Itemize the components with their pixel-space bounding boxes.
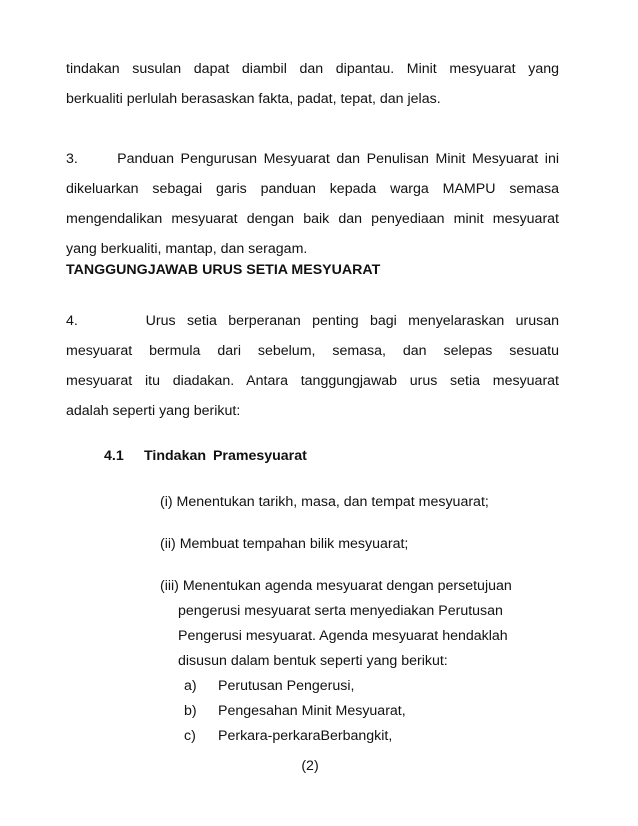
paragraph-line: berkualiti perlulah berasaskan fakta, padat, tepat, dan jelas. [66,91,441,107]
list-item-ii: (ii) Membuat tempahan bilik mesyuarat; [160,536,409,552]
paragraph-line: 4. Urus setia berperanan penting bagi menyelaraskan urusan [66,313,559,329]
paragraph-line: mengendalikan mesyuarat dengan baik dan penyediaan minit mesyuarat [66,211,559,227]
agenda-item-text: Perkara-perkaraBerbangkit, [218,728,393,744]
paragraph-3 [66,144,559,264]
agenda-letter: c) [184,728,196,744]
list-item-iii-line: Pengerusi mesyuarat. Agenda mesyuarat hendaklah [178,628,508,644]
agenda-letter: a) [184,678,197,694]
paragraph-line: mesyuarat bermula dari sebelum, semasa, dan selepas sesuatu [66,343,559,359]
subsection-number: 4.1 [104,448,124,464]
agenda-letter: b) [184,703,197,719]
paragraph-4 [66,306,559,426]
list-item-iii-line: (iii) Menentukan agenda mesyuarat dengan persetujuan [160,578,512,594]
page-number: (2) [301,758,319,774]
agenda-item-text: Perutusan Pengerusi, [218,678,355,694]
paragraph-line: dikeluarkan sebagai garis panduan kepada warga MAMPU semasa [66,181,559,197]
paragraph-line: 3. Panduan Pengurusan Mesyuarat dan Penulisan Minit Mesyuarat ini [66,151,559,167]
agenda-item-text: Pengesahan Minit Mesyuarat, [218,703,406,719]
paragraph-line: adalah seperti yang berikut: [66,403,241,419]
paragraph-line: mesyuarat itu diadakan. Antara tanggungjawab urus setia mesyuarat [66,373,559,389]
paragraph-line: yang berkualiti, mantap, dan seragam. [66,241,308,257]
paragraph-line: tindakan susulan dapat diambil dan dipantau. Minit mesyuarat yang [66,61,559,77]
list-item-i: (i) Menentukan tarikh, masa, dan tempat mesyuarat; [160,494,489,510]
subsection-title: Tindakan Pramesyuarat [144,448,307,464]
list-item-iii-line: pengerusi mesyuarat serta menyediakan Perutusan [178,603,503,619]
list-item-iii-line: disusun dalam bentuk seperti yang berikut: [178,653,448,669]
intro-paragraph [66,54,559,114]
section-heading: TANGGUNGJAWAB URUS SETIA MESYUARAT [66,262,381,278]
